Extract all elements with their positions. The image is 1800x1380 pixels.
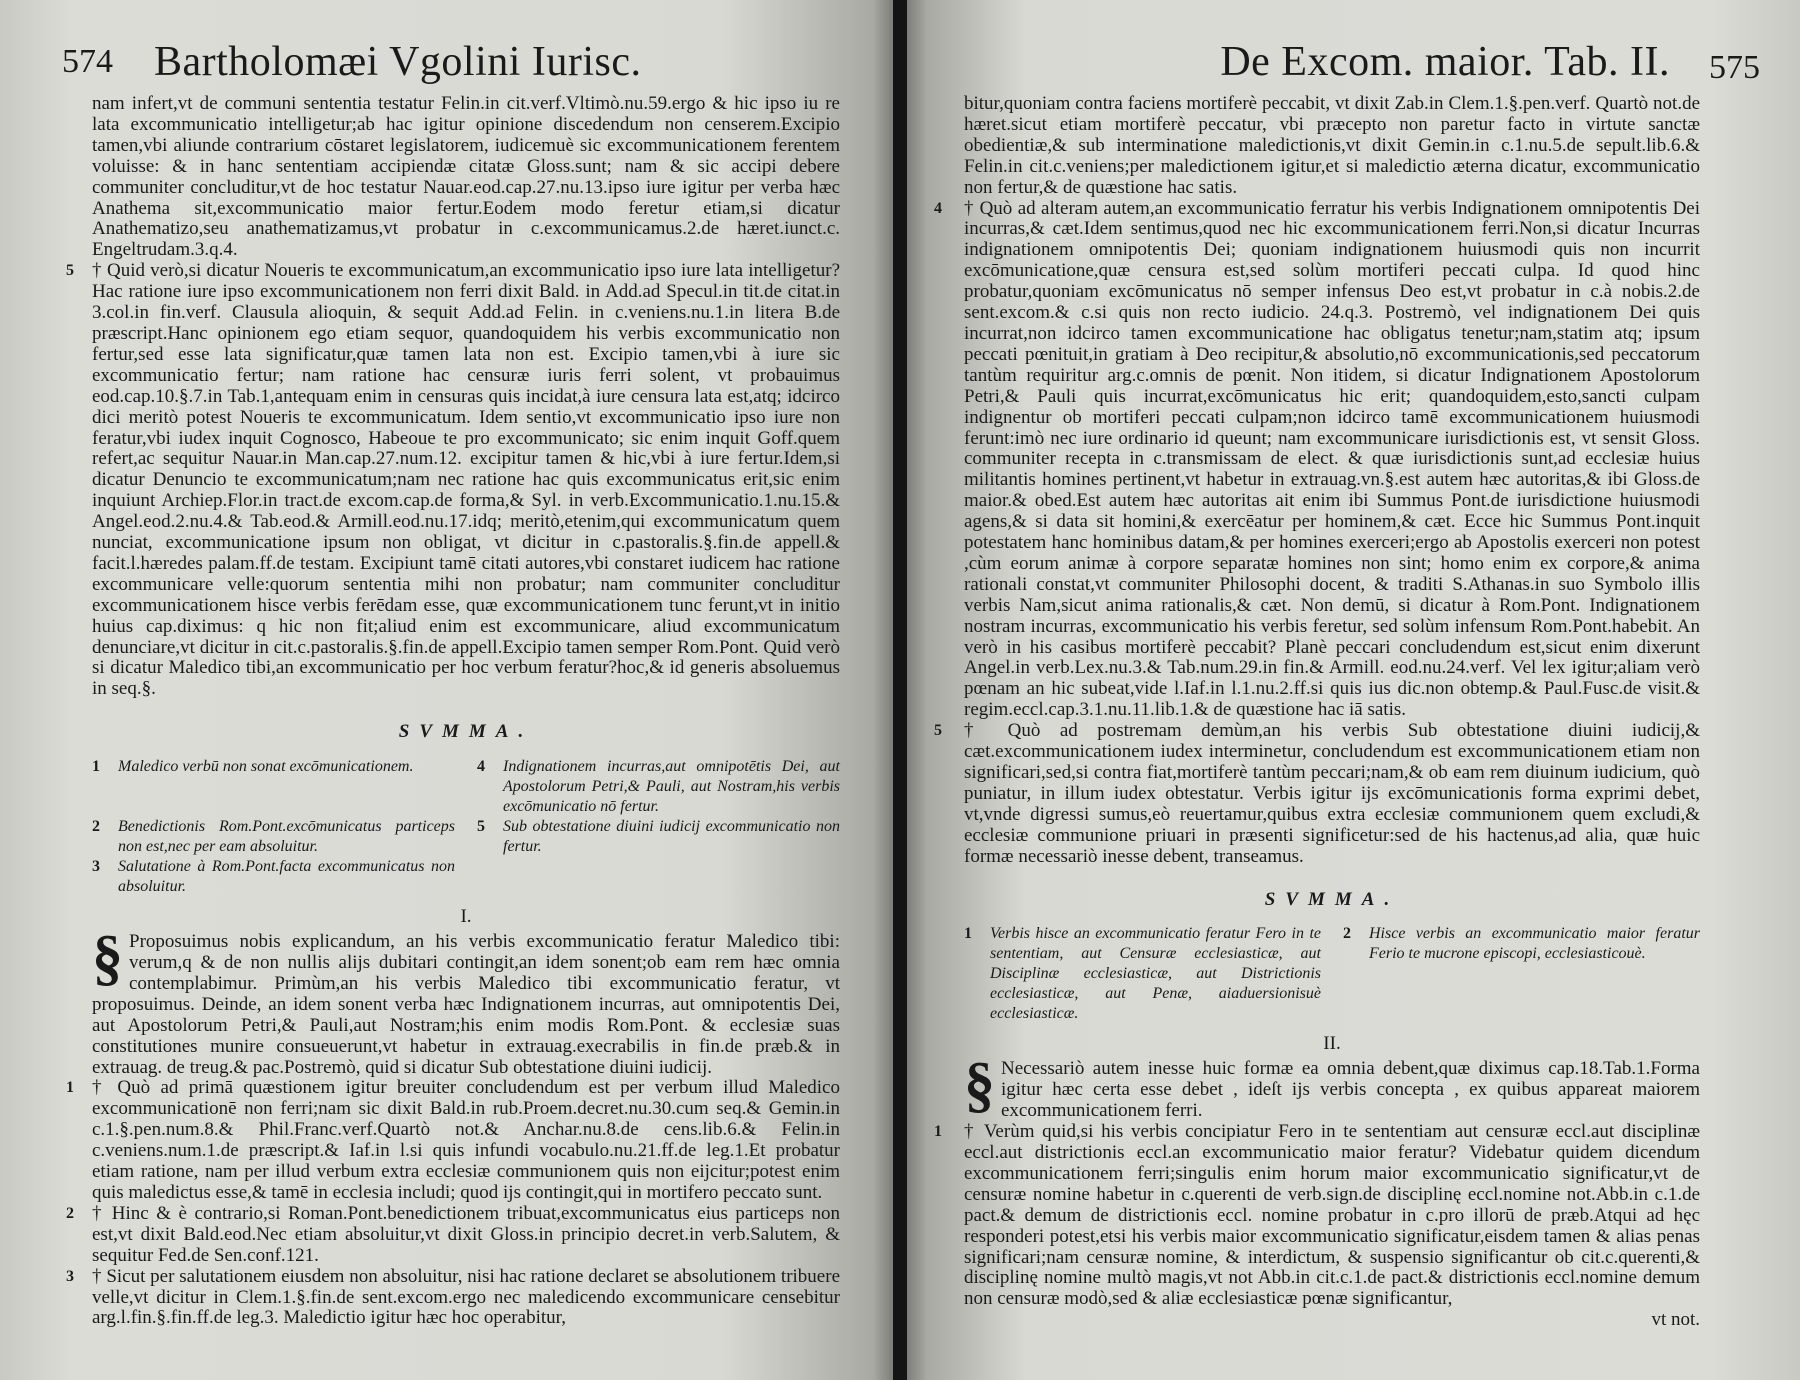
section-paragraph-right (964, 1051, 1700, 1122)
dropcap-right: § (964, 1051, 995, 1120)
right-page (900, 0, 1800, 1380)
dropcap-left: § (92, 924, 123, 993)
page-number-right: 575 (1709, 49, 1760, 86)
margin-number: 5 (66, 262, 74, 280)
summa-number: 5 (477, 818, 485, 836)
left-paragraph-1 (66, 1077, 840, 1203)
section-number-left: I. (460, 906, 472, 928)
catchword-right: vt not. (1651, 1309, 1700, 1331)
paragraph-text: † Sicut per salutationem eiusdem non absoluitur, nisi hac ratione declaret se absolutionem tribuere velle,vt dicitur in Clem.1.§.fin.de sent.excom.ergo nec maledicendo excommunicare censebitur arg.l.fin.§.fin.ff.de leg.3. Maledictio igitur hæc hoc operabitur, (92, 1265, 840, 1329)
summa-number: 4 (477, 758, 485, 776)
right-body (934, 93, 1700, 1331)
summa-item (92, 817, 455, 857)
summa-number: 1 (964, 925, 972, 943)
summa-item (477, 817, 840, 857)
summa-item (964, 924, 1321, 1024)
section-text: Proposuimus nobis explicandum, an his verbis excommunicatio feratur Maledico tibi: verum,q & de non nullis alijs dubitari contingit,an idem sonent;ob eam rem hæc omnia contemplabimur. Primùm,an his verbis Maledico tibi excommunicatio feratur, vt proposuimus. Deinde, an idem sonent verba hæc Indignationem incurras, aut omnipotentis Dei, aut Apostolorum Petri,& Pauli,aut Nostram;his enim modis Rom.Pont. & ecclesiæ suas constitutiones munire consueuerunt,vt habetur in extrauag.execrabilis in fin.de præb.& in extrauag. de treug.& pac.Postremò, quid si dicatur Sub obtestatione diuini iudicij. (92, 931, 840, 1078)
paragraph-text: † Quid verò,si dicatur Noueris te excommunicatum,an excommunicatio ipso iure lata intelligetur? Hac ratione iure ipso excommunicationem non ferri dixit Bald. in Add.ad Specul.in tit.de citat.in 3.col.in fin.verf. Clausula alioquin, & sequit Add.ad Felin. in c.veniens.nu.1.in litera B.de præscript.Hanc opinionem ego etiam sequor, quandoquidem his verbis excommunicatio non fertur,sed esse lata significatur,quæ tamen lata non est. Excipio tamen,vbi à iure sic excommunicatio fertur; nam ratione hac censuræ iuris ferri solent, vt probauimus eod.cap.10.§.7.in Tab.1,antequam enim in censuras quis incidat,à iure censura lata est,atq; idcirco dici meritò potest Noueris te excommunicatum. Idem sentio,vt excommunicatio ipso iure non feratur,vbi iudex inquit Cognosco, Habeoue te pro excommunicato; sic enim inquit Goff.quem refert,ac sequitur Nauar.in Man.cap.27.num.12. excipitur tamen & hic,vbi à iure fertur.Idem,si dicatur Denuncio te excommunicatum;nam nec ratione hac quis excommunicatus erit,sic enim inquiunt Archiep.Flor.in tract.de excom.cap.de forma,& Syl. in verb.Excommunicatio.1.nu.15.& Angel.eod.2.nu.4.& Tab.eod.& Armill.eod.nu.17.idq; meritò,etenim,qui excommunicatum quem nunciat, excommunicatione ipsum non obligat, vt dicitur in c.pastoralis.§.fin.de appell.& facit.l.hæredes palam.ff.de testam. Excipiunt tamē citati autores,vbi constaret iudicem hac ratione excommunicare velle:quorum sententia mihi non probatur; nam communiter concluditur excommunicationem hisce verbis ferēdam esse, quæ excommunicationem tunc ferunt,vt in initio huius cap.diximus: q hic non fit;aliud enim est excommunicare, aliud excommunicatum denunciare,vt dicitur in cit.c.pastoralis.§.fin.de appell.Excipio tamen semper Rom.Pont. Quid verò si dicatur Maledico tibi,an excommunicatio per hoc verbum feratur?hoc,& id generis absoluemus in seq.§. (92, 260, 840, 700)
summa-text: Benedictionis Rom.Pont.excōmunicatus particeps non est,nec per eam absoluitur. (118, 818, 455, 856)
left-intro-paragraph: nam infert,vt de communi sententia testatur Felin.in cit.verf.Vltimò.nu.59.ergo & hic ipso iu re lata excommunicatio intelligetur;ab hac igitur opinione discedendum non censerem.Excipio tamen,vbi aliunde contrarium cōstaret legislatorem, iudicemuè sic excommunicationem ferentem voluisse: & in hanc sententiam accipiendæ citatæ Gloss.sunt; nam & sic accipi debere communiter concluditur,vt de hoc testatur Nauar.eod.cap.27.nu.13.ipso iure igitur per verba hæc Anathema sit,excommunicatio maior fertur.Eodem modo feretur etiam,si dicatur Anathematizo,seu anathematizamus,vt probatur in c.excommunicamus.2.de hæret.iunct.c. Engeltrudam.3.q.4. (92, 93, 840, 261)
margin-number: 2 (66, 1204, 74, 1222)
summa-text: Maledico verbū non sonat excōmunicationem. (118, 758, 414, 776)
summa-item (92, 757, 455, 817)
summa-item (477, 757, 840, 817)
running-title-right: De Excom. maior. Tab. II. (1220, 39, 1670, 85)
summa-text: Hisce verbis an excommunicatio maior feratur Ferio te mucrone episcopi, ecclesiasticouè. (1369, 925, 1700, 963)
right-intro-paragraph: bitur,quoniam contra faciens mortiferè peccabit, vt dixit Zab.in Clem.1.§.pen.verf. Quartò not.de hæret.sicut etiam mortiferè peccatur, vbi præcepto non paretur facto in virtute sanctæ obedientiæ,& sub interminatione maledictionis,vt dixit Gemin.in c.1.nu.5.de sepult.lib.6.& Felin.in cit.c.veniens;per maledictionem igitur,et si maledictio æterna dicatur, excommunicatio non fertur,& de quæstione hac satis. (964, 93, 1700, 198)
margin-number: 5 (934, 722, 942, 740)
right-paragraph-5 (934, 720, 1700, 867)
summa-heading-right: SVMMA. (1264, 888, 1400, 910)
summa-text: Salutatione à Rom.Pont.facta excommunicatus non absoluitur. (118, 858, 455, 896)
margin-number: 1 (66, 1079, 74, 1097)
running-head-right (964, 30, 1760, 94)
page-number-left: 574 (62, 43, 113, 80)
paragraph-text: † Quò ad primā quæstionem igitur breuiter concludendum est per verbum illud Maledico excommunicationē non ferri;nam sic dixit Bald.in rub.Proem.decret.nu.30.cum seq.& Gemin.in c.1.§.pen.num.8.& Phil.Franc.verf.Quartò not.& Anchar.nu.8.de cens.lib.6.& Felin.in c.veniens.num.1.de præscript.& Iaf.in l.si quis infundi vocabulo.nu.21.ff.de leg.1.Et probatur etiam ratione, nam per illud verbum extra ecclesiæ communionem quis non eijcitur;potest enim quis maledictus esse,& tamē in ecclesia includi; quod ijs contingit,qui in mortifero peccato sunt. (92, 1077, 840, 1203)
summa-number: 3 (92, 858, 100, 876)
left-body (66, 93, 840, 1329)
margin-number: 4 (934, 199, 942, 217)
paragraph-text: † Hinc & è contrario,si Roman.Pont.benedictionem tribuat,excommunicatus eius particeps non est,vt dixit Bald.eod.Nec etiam absoluitur,vt dixit Gloss.in principio decret.in verb.Salutem, & sequitur Fed.de Sen.conf.121. (92, 1202, 840, 1266)
summa-text: Indignationem incurras,aut omnipotētis Dei, aut Apostolorum Petri,& Pauli, aut Nostram,his verbis excōmunicatio nō fertur. (503, 758, 840, 816)
summa-heading-left: SVMMA. (398, 721, 534, 743)
margin-number: 3 (66, 1267, 74, 1285)
right-paragraph-b1 (934, 1121, 1700, 1310)
summa-text: Verbis hisce an excommunicatio feratur Fero in te sententiam, aut Censuræ ecclesiasticæ, aut Disciplinæ ecclesiasticæ, aut Districtionis ecclesiasticæ, aut Penæ, aiaduersionisuè ecclesiasticæ. (990, 925, 1321, 1023)
section-paragraph-left (92, 924, 840, 1078)
summa-text: Sub obtestatione diuini iudicij excommunicatio non fertur. (503, 818, 840, 856)
summa-item (92, 857, 455, 897)
left-paragraph-3 (66, 1265, 840, 1330)
summa-number: 1 (92, 758, 100, 776)
paragraph-text: † Verùm quid,si his verbis concipiatur Fero in te sententiam aut censuræ eccl.aut disciplinæ eccl.aut districtionis eccl.an excommunicatio maior feratur? Videbatur quidem dicendum excommunicationem ferri;singulis enim horum maior excommunicatio significatur,vt de censuræ nomine habetur in c.querenti de verb.sign.de disciplinę eccl.nomine not.Abb.in c.1.de pact.& demum de districtionis eccl. nomine probatur in c.pro illorū de præb.Atqui ad hęc responderi potest,etsi his verbis maior excommunicatio significatur,eisdem tamen & alias penas significari;nam censuræ nomine, & interdictum, & suspensio significantur ob cit.c.querenti,& disciplinę nomine multò magis,vt not Abb.in cit.c.1.de pact.& districtionis eccl.nomine demum non censuræ modò,sed & aliæ ecclesiasticæ pœnæ significantur, (964, 1121, 1700, 1310)
summa-number: 2 (1343, 925, 1351, 943)
summa-number: 2 (92, 818, 100, 836)
paragraph-text: † Quò ad alteram autem,an excommunicatio ferratur his verbis Indignationem omnipotentis Dei incurras,& cæt.Idem sentimus,quod nec hic excommunicationem ferri.Non,si dicatur Incurras indignationem omnipotentis Dei; quoniam indignationem huiusmodi quis non incurrit excōmunicatione,quæ censura est,sed solùm mortiferi peccati culpa. Id quod hinc probatur,quoniam excōmunicatus nō semper infensus Deo est,vt probatur in c.à nobis.2.de sent.excom.& c.si quis non recto iudicio. 24.q.3. Postremò, vel indignationem Dei quis incurrat,non idcirco tamen excommunicatione hac obligatus tenetur;nam,statim atq; ipsum peccati pœnituit,in gratiam à Deo recipitur,& absolutio,nō excommunicationis,sed peccatorum tantùm requiritur arg.c.omnis de pœnit. Non itidem, si dicatur Indignationem Apostolorum Petri,& Pauli quis incurrat,excōmunicatus hic erit; quandoquidem,esto,sancti culpam indignentur ob mortiferi peccati culpam;non idcirco tamē excommunicationem huiusmodi ferunt:imò nec iure ordinario id queunt; nam excommunicare iurisdictionis est, vt sensit Gloss. communiter recepta in c.transmissam de elect. & quæ iurisdictionis sunt,ad ecclesiæ huius militantis homines pertinent,vt habetur in extrauag.vn.§.est autem hæc autoritas,& ibi Gloss.de maior.& obed.Est autem hæc autoritas ait enim ibi Summus Pont.de iurisdictione huiusmodi agens,& si data sit homini,& exercēatur per hominem,& cæt. Ecce hic Summus Pont.inquit potestatem hanc hominibus datam,& per homines exerceri;ergo ab Apostolis exerceri non potest ,cùm eorum animæ à corpore separatæ homines non sint; homo enim ex corpore,& anima rationali constat,vt communiter Philosophi docent, & traditi S.Athanas.in suo Symbolo illis verbis Nam,sicut anima rationalis,& cæt. Non demū, si dicatur à Rom.Pont. Indignationem nostram incurras, excommunicatio his verbis feretur, sed solùm infensum Rom.Pont.habebit. An verò in his casibus mortiferè peccabit? Planè peccari concludendum est,sicut enim dixerunt Angel.in verb.Lex.nu.3.& Tab.num.29.in fin.& Armill. eod.nu.24.verf. Vel lex igitur;aliam verò pœnam an hic subeat,vide l.Iaf.in l.1.nu.2.ff.si quis ius dic.non obtemp.& Paul.Fusc.de visit.& regim.eccl.cap.3.1.nu.11.lib.1.& de quæstione hac iā satis. (964, 197, 1700, 721)
left-paragraph-2 (66, 1202, 840, 1267)
summa-list-left (92, 757, 840, 897)
summa-list-right (964, 924, 1700, 1024)
book-gutter (893, 0, 907, 1380)
left-paragraph-5 (66, 260, 840, 700)
paragraph-text: † Quò ad postremam demùm,an his verbis Sub obtestatione diuini iudicij,& cæt.excommunicationem iudex interminetur, concludendum est excommunicationem etiam non significari,sed,si contra fiat,mortiferè tantùm peccari;nam,& ob eam rem diuinum iudicium, quò puniatur, in illum iudex obtestatur. Verbis igitur ijs excōmunicationis forma exprimi debet, vt,vnde digressi sumus,eò reuertamur,quibus extra ecclesiæ communionem quem excludi,& ecclesiæ communione priuari in præsenti significetur:sed de his hactenus,ad alia, quæ huic formæ necessariò inesse debent, transeamus. (964, 720, 1700, 867)
section-number-right: II. (1323, 1033, 1341, 1055)
running-title-left: Bartholomæi Vgolini Iurisc. (154, 39, 642, 85)
section-text: Necessariò autem inesse huic formæ ea omnia debent,quæ diximus cap.18.Tab.1.Forma igitur hæc certa esse debet , ideſt ijs verbis concepta , ex quibus appareat maiorem excommunicationem ferri. (1001, 1058, 1700, 1122)
right-paragraph-4 (934, 197, 1700, 722)
margin-number: 1 (934, 1123, 942, 1141)
summa-item (1343, 924, 1700, 1024)
running-head-left (62, 30, 840, 94)
